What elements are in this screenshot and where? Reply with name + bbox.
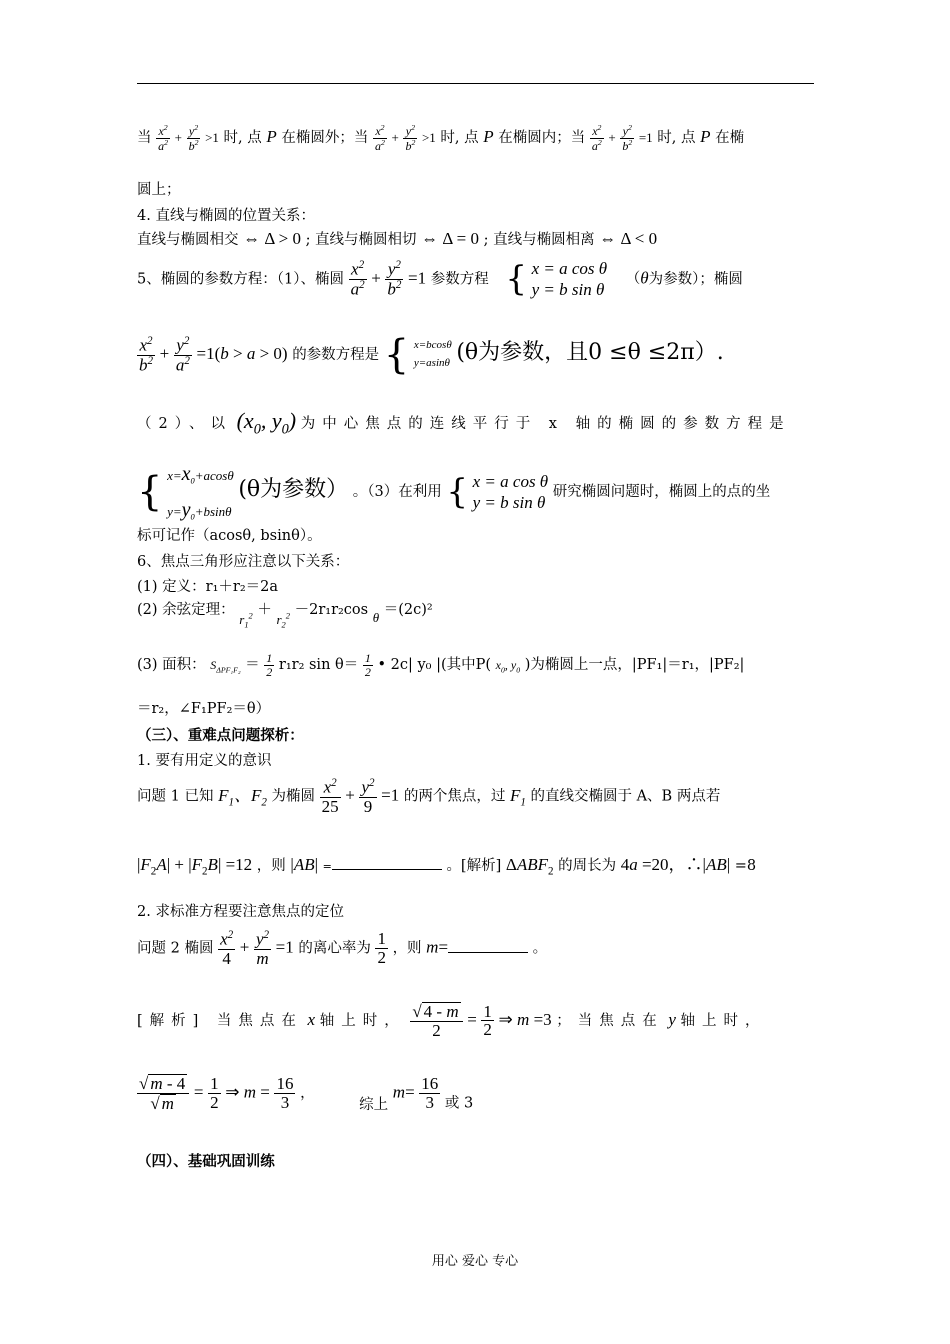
- fraction-x2-a2: $\frac{x^2}{a^2}$: [350, 259, 365, 299]
- text-fragment: 时, 点: [223, 130, 262, 147]
- fraction-y2-a2: $\frac{y^2}{a^2}$: [175, 335, 190, 375]
- fraction-x2-a2: $\frac{x^2}{a^2}$: [374, 123, 385, 153]
- text-fragment: ，: [300, 1085, 315, 1102]
- section-6-heading: [137, 550, 814, 571]
- fraction-one-half: $\frac{1}{2}$: [483, 1001, 492, 1040]
- point-p: P: [700, 127, 711, 147]
- text-fragment: ；当焦点在: [556, 1012, 664, 1029]
- subheading-2: [137, 900, 814, 921]
- fraction-one-half: $\frac{1}{2}$: [377, 929, 386, 968]
- param-system: x = a cos θ y = b sin θ: [531, 259, 608, 300]
- heading-text: 2. 求标准方程要注意焦点的定位: [137, 904, 344, 920]
- answer-blank: [448, 937, 528, 953]
- fraction-y2-b2: $\frac{y^2}{b^2}$: [387, 259, 402, 299]
- fraction-x2-25: $\frac{x^2}{25}$: [321, 777, 339, 816]
- param-system-center: $x=x_0+acos\theta$ $y=y_0+bsin\theta$: [167, 463, 234, 522]
- text-fragment: 。: [532, 940, 548, 957]
- text-fragment: 为参数）；椭圆: [648, 271, 743, 288]
- text-fragment: ; 直线与椭圆相离: [483, 232, 595, 248]
- section-5-line-4: [137, 456, 814, 528]
- page-footer: 用心 爱心 专心: [431, 1254, 519, 1269]
- part-4-title: [137, 1150, 814, 1171]
- cosine-law-line: (2) 余弦定理： $r_1^2 + r_2^2 -2r_1r_2\cos$ θ ＝(2c)²: [137, 602, 433, 630]
- fraction-sqrt-m-minus-4: $\frac{√ m - 4}{√ m}$: [137, 1074, 189, 1113]
- text-fragment: ; 直线与椭圆相切: [305, 232, 417, 248]
- point-p: P: [266, 127, 277, 147]
- analysis-line-2: $\frac{√ m - 4}{√ m}$ = $\frac{1}{2}$ ⇒ m = $\frac{16}{3}$ ， 综上 m= $\frac{16}{3}$ 或 3: [139, 1074, 474, 1114]
- heading-text: 1. 要有用定义的意识: [137, 753, 272, 769]
- definition-line: [137, 575, 814, 596]
- param-system: x = a cos θ y = b sin θ: [472, 471, 549, 512]
- text-fragment: (θ为参数，且0 ≤θ ≤2π）.: [456, 340, 724, 365]
- text-fragment: 时, 点: [657, 130, 696, 147]
- point-p: P: [483, 127, 494, 147]
- brace-icon: {: [446, 472, 469, 512]
- text-fragment: 或 3: [444, 1095, 474, 1112]
- text-fragment: 的参数方程是: [292, 347, 380, 363]
- text-fragment: 在椭圆内；当: [498, 130, 586, 147]
- fraction-y2-b2: $\frac{y^2}{b^2}$: [405, 123, 416, 153]
- text-fragment: 在椭圆外；当: [281, 130, 369, 147]
- ellipse-position-line: 当 $\frac{x^2}{a^2}$ + $\frac{y^2}{b^2}$ >1 时, 点 P 在椭圆外；当 $\frac{x^2}{a^2}$ + $\frac{y^2}{b^2}$ >1 时, 点 P 在椭圆内；当 $\frac{x^2}{a^2}$ + $\frac{y^2}{b^2}$ =1 时, 点 P 在椭: [137, 123, 745, 153]
- fraction-x2-4: $\frac{x^2}{4}$: [220, 929, 234, 968]
- fraction-y2-b2: $\frac{y^2}{b^2}$: [622, 123, 633, 153]
- text-fragment: －2r₁r₂cos: [294, 602, 369, 618]
- heading-text: （四）、基础巩固训练: [137, 1153, 275, 1170]
- fraction-sqrt-4-minus-m: $\frac{√ 4 - m}{2}$: [410, 1002, 462, 1040]
- text-fragment: 研究椭圆问题时，椭圆上的点的坐: [552, 484, 771, 500]
- text-fragment: 直线与椭圆相交: [137, 232, 239, 248]
- text-fragment: 参数方程: [430, 271, 489, 288]
- header-rule: [137, 83, 814, 84]
- text-fragment: • 2c| y₀ |(其中P(: [377, 657, 492, 674]
- heading-text: 4. 直线与椭圆的位置关系：: [137, 208, 315, 224]
- text-fragment: 时, 点: [440, 130, 479, 147]
- answer-blank: [332, 855, 442, 871]
- problem-2-line: 问题 2 椭圆 $\frac{x^2}{4}$ + $\frac{y^2}{m}$ =1 的离心率为 $\frac{1}{2}$ ，则 m= 。: [137, 929, 548, 968]
- text-fragment: ，则: [256, 858, 286, 874]
- text-fragment: 的直线交椭圆于 A、B 两点若: [530, 788, 721, 805]
- line-ellipse-relations: 直线与椭圆相交 ⇔ Δ > 0 ; 直线与椭圆相切 ⇔ Δ = 0 ; 直线与椭圆相离 ⇔ Δ < 0: [137, 229, 658, 248]
- area-line: (3) 面积： $S_{\Delta PF_1F_2}$ ＝ $\frac{1}{2}$ r₁r₂ sin θ＝ $\frac{1}{2}$ • 2c| y₀ |(其中P( $x_0$, $y_0$ )为椭圆上一点，|PF₁|＝r₁，|PF₂|: [137, 651, 745, 679]
- text-fragment: 问题 2 椭圆: [137, 940, 214, 957]
- text-line: [137, 178, 814, 199]
- fraction-16-3: $\frac{16}{3}$: [421, 1074, 439, 1112]
- text-fragment: 在椭: [715, 130, 745, 147]
- text-fragment: (3) 面积：: [137, 657, 206, 674]
- fraction-one-half: $\frac{1}{2}$: [364, 651, 371, 679]
- text-fragment: 的离心率为: [298, 940, 371, 957]
- brace-icon: {: [383, 332, 410, 378]
- text-fragment: =8: [734, 858, 757, 874]
- text-fragment: (2) 余弦定理：: [137, 602, 235, 618]
- text-fragment: 圆上；: [137, 182, 181, 198]
- section-4-heading: [137, 204, 814, 225]
- fraction-one-half: $\frac{1}{2}$: [210, 1074, 219, 1112]
- text-fragment: 标可记作（acosθ, bsinθ）。: [137, 528, 322, 544]
- text-fragment: 问题 1 已知: [137, 788, 214, 805]
- text-fragment: 轴上时，: [319, 1012, 406, 1029]
- fraction-x2-b2: $\frac{x^2}{b^2}$: [139, 335, 154, 375]
- text-fragment: 轴上时，: [680, 1012, 767, 1029]
- text-fragment: 。[解析]: [446, 858, 502, 874]
- part-3-title: [137, 724, 814, 745]
- analysis-line-1: [解析] 当焦点在 x 轴上时， $\frac{√ 4 - m}{2}$ = $\frac{1}{2}$ ⇒ m =3 ；当焦点在 y 轴上时，: [137, 1001, 767, 1040]
- text-fragment: (θ为参数）: [238, 477, 349, 502]
- fraction-x2-a2: $\frac{x^2}{a^2}$: [591, 123, 602, 153]
- text-fragment: 。（3）在利用: [352, 484, 442, 500]
- section-5-line-1: 5、椭圆的参数方程：（1）、椭圆 $\frac{x^2}{a^2}$ + $\frac{y^2}{b^2}$ =1 参数方程 { x = a cos θ y = b sin θ （θ为参数）；椭圆: [137, 259, 743, 300]
- text-fragment: 为椭圆: [271, 788, 316, 805]
- section-5-line-2: $\frac{x^2}{b^2}$ + $\frac{y^2}{a^2}$ =1(b > a > 0) 的参数方程是 { x=bcosθ y=asinθ (θ为参数，且0 ≤θ ≤2π）.: [139, 332, 724, 378]
- text-fragment: r₁r₂ sin θ＝: [278, 657, 359, 674]
- fraction-one-half: $\frac{1}{2}$: [266, 651, 273, 679]
- subheading-1: [137, 749, 814, 770]
- text-fragment: ＝r₂，∠F₁PF₂＝θ）: [137, 701, 271, 717]
- brace-icon: {: [137, 469, 163, 515]
- brace-icon: {: [505, 259, 527, 300]
- problem-1-line: 问题 1 已知 $F_1$、$F_2$ 为椭圆 $\frac{x^2}{25}$ + $\frac{y^2}{9}$ =1 的两个焦点，过 $F_1$ 的直线交椭圆于 A、B 两点若: [137, 777, 721, 816]
- text-fragment: （2）、以: [137, 416, 232, 432]
- text-line: [137, 697, 814, 718]
- fraction-16-3: $\frac{16}{3}$: [276, 1074, 294, 1112]
- text-fragment: 当: [137, 130, 152, 147]
- text-fragment: )为椭圆上一点，|PF₁|＝r₁，|PF₂|: [524, 657, 745, 674]
- heading-text: 6、焦点三角形应注意以下关系：: [137, 554, 350, 570]
- text-fragment: 5、椭圆的参数方程：（1）、椭圆: [137, 271, 344, 288]
- text-fragment: 为中心焦点的连线平行于 x 轴的椭圆的参数方程是: [300, 416, 791, 432]
- param-system-small: x=bcosθ y=asinθ: [413, 339, 452, 369]
- fraction-x2-a2: $\frac{x^2}{a^2}$: [158, 123, 169, 153]
- text-fragment: ＝(2c)²: [383, 602, 433, 618]
- text-fragment: [解析] 当焦点在: [137, 1012, 303, 1029]
- text-fragment: 综上: [359, 1097, 389, 1114]
- fraction-y2-m: $\frac{y^2}{m}$: [255, 929, 270, 968]
- text-fragment: 的周长为: [558, 858, 617, 874]
- fraction-y2-b2: $\frac{y^2}{b^2}$: [188, 123, 199, 153]
- text-fragment: 的两个焦点，过: [403, 788, 506, 805]
- fraction-y2-9: $\frac{y^2}{9}$: [361, 777, 375, 816]
- problem-1-answer-line: $|F_2A| + |F_2B| =12$ ，则 |AB| = 。[解析] $\Delta ABF_2$ 的周长为 4a =20，∴|AB| =8: [137, 855, 757, 878]
- text-fragment: (1) 定义：r₁＋r₂＝2a: [137, 579, 279, 595]
- section-5-line-3: （2）、以 ($x_0$, $y_0$) 为中心焦点的连线平行于 x 轴的椭圆的参数方程是: [137, 408, 791, 438]
- text-fragment: ，则: [392, 940, 422, 957]
- text-line: [137, 524, 814, 545]
- heading-text: （三）、重难点问题探析：: [137, 727, 304, 744]
